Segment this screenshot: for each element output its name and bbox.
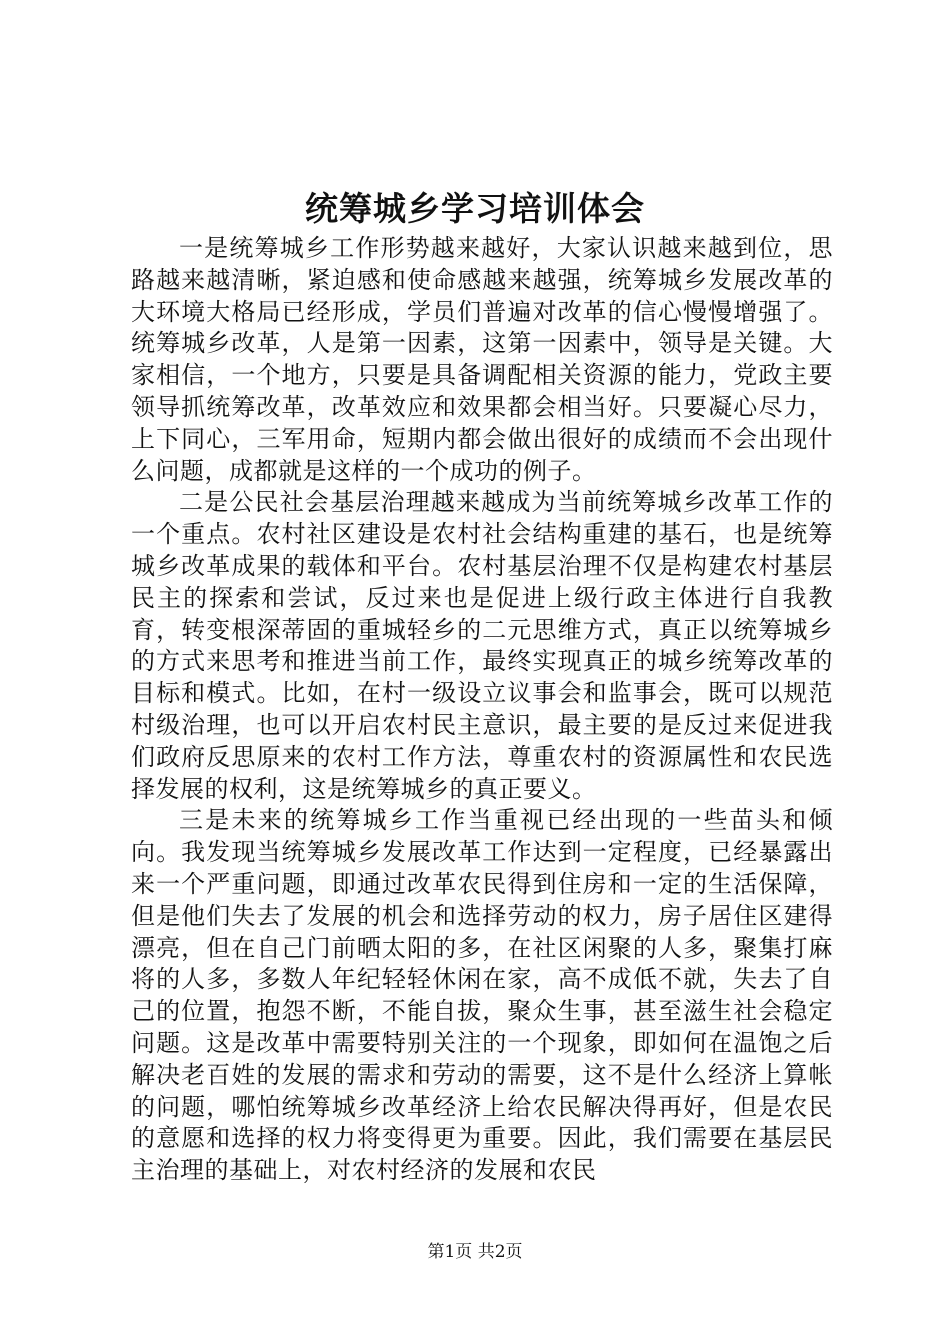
document-title: 统筹城乡学习培训体会 (305, 189, 645, 228)
paragraph-1: 一是统筹城乡工作形势越来越好，大家认识越来越到位，思路越来越清晰，紧迫感和使命感越来越强，统筹城乡发展改革的大环境大格局已经形成，学员们普遍对改革的信心慢慢增强了。统筹城乡改革，人是第一因素，这第一因素中，领导是关键。大家相信，一个地方，只要是具备调配相关资源的能力，党政主要领导抓统筹改革，改革效应和效果都会相当好。只要凝心尽力，上下同心，三军用命，短期内都会做出很好的成绩而不会出现什么问题，成都就是这样的一个成功的例子。 (131, 234, 833, 485)
page-footer: 第1页 共2页 (427, 1242, 523, 1262)
paragraph-3: 三是未来的统筹城乡工作当重视已经出现的一些苗头和倾向。我发现当统筹城乡发展改革工作达到一定程度，已经暴露出来一个严重问题，即通过改革农民得到住房和一定的生活保障，但是他们失去了发展的机会和选择劳动的权力，房子居住区建得漂亮，但在自己门前晒太阳的多，在社区闲聚的人多，聚集打麻将的人多，多数人年纪轻轻休闲在家，高不成低不就，失去了自己的位置，抱怨不断，不能自拔，聚众生事，甚至滋生社会稳定问题。这是改革中需要特别关注的一个现象，即如何在温饱之后解决老百姓的发展的需求和劳动的需要，这不是什么经济上算帐的问题，哪怕统筹城乡改革经济上给农民解决得再好，但是农民的意愿和选择的权力将变得更为重要。因此，我们需要在基层民主治理的基础上，对农村经济的发展和农民 (131, 806, 833, 1185)
document-body (131, 233, 833, 1187)
paragraph-2: 二是公民社会基层治理越来越成为当前统筹城乡改革工作的一个重点。农村社区建设是农村社会结构重建的基石，也是统筹城乡改革成果的载体和平台。农村基层治理不仅是构建农村基层民主的探索和尝试，反过来也是促进上级行政主体进行自我教育，转变根深蒂固的重城轻乡的二元思维方式，真正以统筹城乡的方式来思考和推进当前工作，最终实现真正的城乡统筹改革的目标和模式。比如，在村一级设立议事会和监事会，既可以规范村级治理，也可以开启农村民主意识，最主要的是反过来促进我们政府反思原来的农村工作方法，尊重农村的资源属性和农民选择发展的权利，这是统筹城乡的真正要义。 (131, 488, 833, 803)
